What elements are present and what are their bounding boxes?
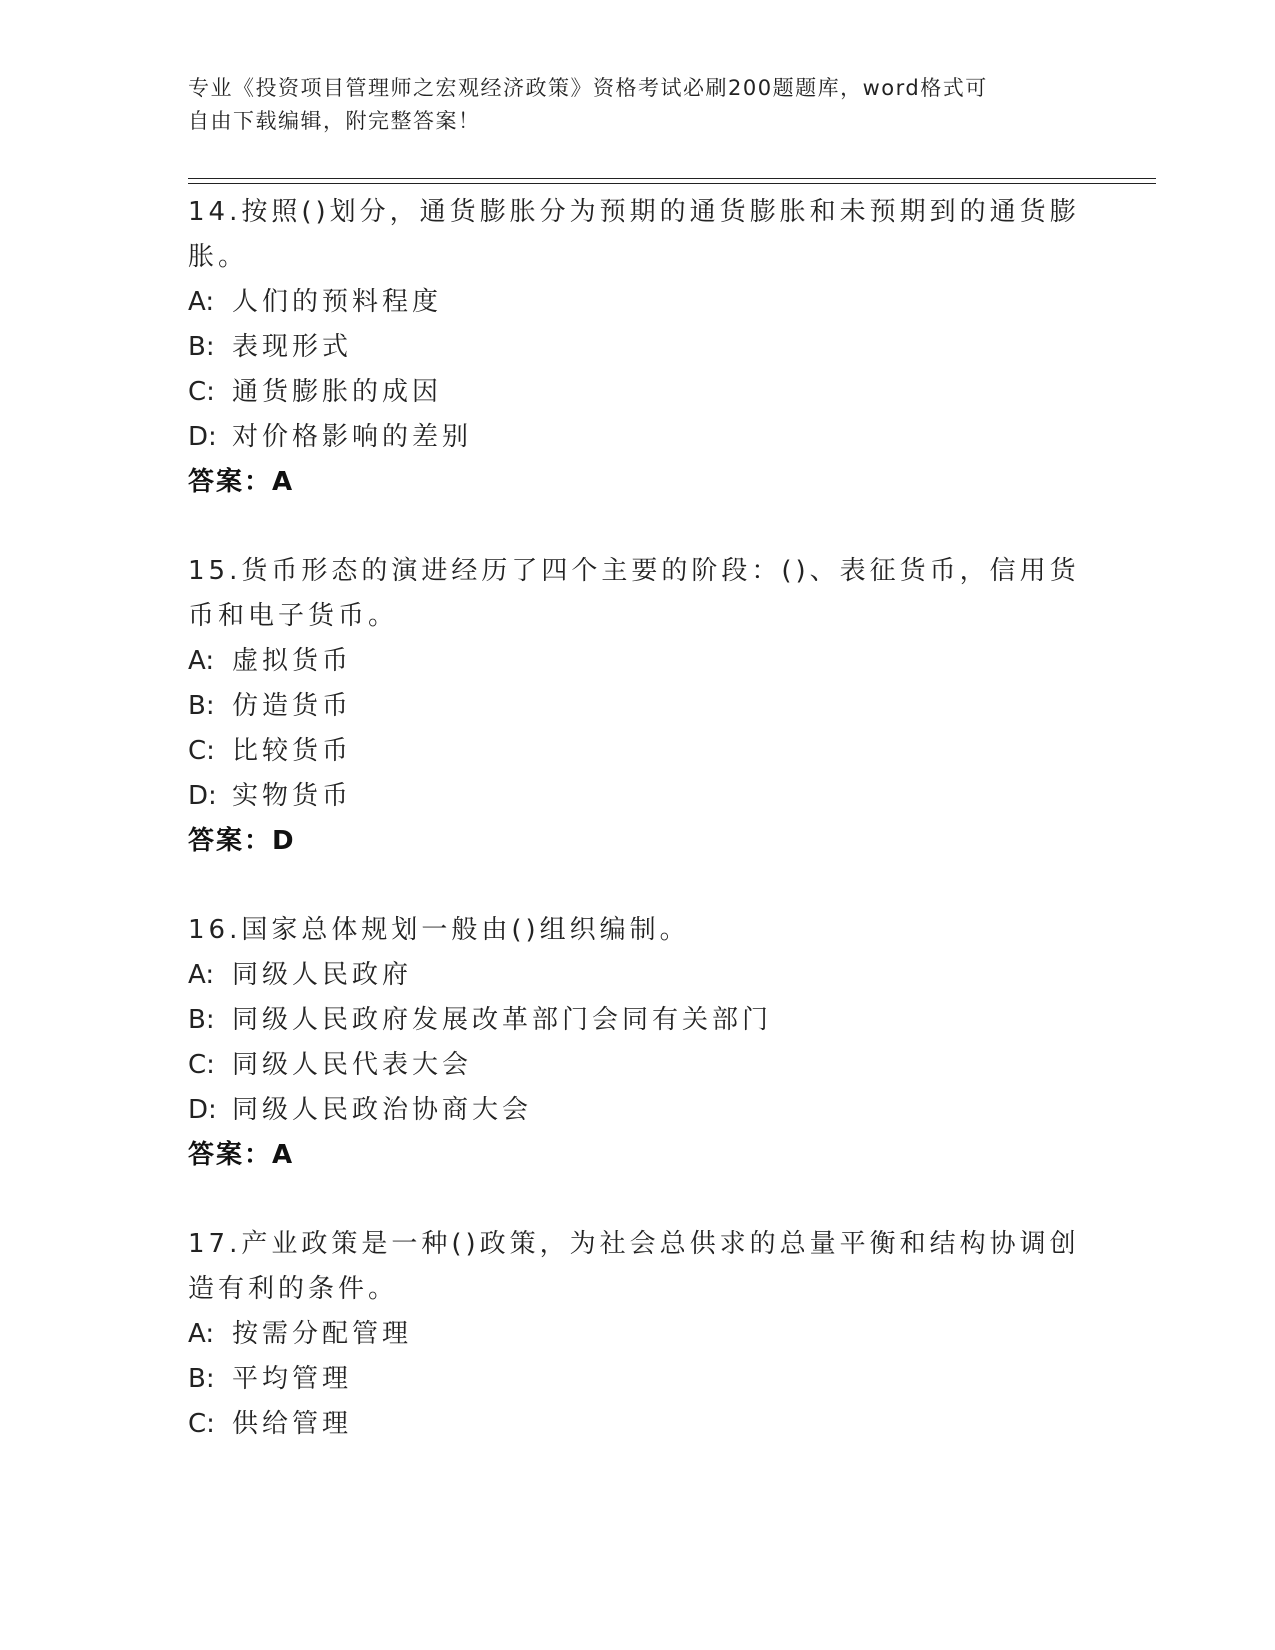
option-text: 同级人民代表大会 (232, 1050, 473, 1080)
header-divider-bottom (188, 183, 1156, 184)
option-text: 对价格影响的差别 (232, 422, 473, 452)
option-letter: A: (188, 646, 215, 676)
option-c (188, 1043, 1088, 1088)
option-c (188, 1402, 1088, 1447)
option-text: 同级人民政府 (232, 960, 413, 990)
option-text: 虚拟货币 (232, 646, 353, 676)
option-text: 平均管理 (232, 1364, 353, 1394)
option-b (188, 325, 1088, 370)
option-letter: B: (188, 1005, 215, 1035)
question-list (188, 190, 1088, 1491)
question-stem: 14.按照()划分，通货膨胀分为预期的通货膨胀和未预期到的通货膨胀。 (188, 197, 1080, 272)
option-b (188, 998, 1088, 1043)
option-d (188, 415, 1088, 460)
header-divider-top (188, 178, 1156, 179)
answer-line: 答案：A (188, 1140, 295, 1170)
question-stem: 16.国家总体规划一般由()组织编制。 (188, 915, 690, 945)
option-b (188, 684, 1088, 729)
option-letter: B: (188, 1364, 215, 1394)
option-c (188, 729, 1088, 774)
option-b (188, 1357, 1088, 1402)
header-line-2: 自由下载编辑，附完整答案！ (188, 109, 481, 133)
question-15 (188, 549, 1088, 864)
option-text: 人们的预料程度 (232, 287, 443, 317)
option-text: 实物货币 (232, 781, 353, 811)
document-header (188, 72, 1068, 138)
question-stem: 17.产业政策是一种()政策，为社会总供求的总量平衡和结构协调创造有利的条件。 (188, 1229, 1080, 1304)
option-letter: A: (188, 960, 215, 990)
option-d (188, 774, 1088, 819)
option-text: 表现形式 (232, 332, 353, 362)
option-a (188, 953, 1088, 998)
option-letter: A: (188, 287, 215, 317)
answer-line: 答案：A (188, 467, 295, 497)
option-letter: C: (188, 377, 215, 407)
option-letter: B: (188, 691, 215, 721)
option-text: 供给管理 (232, 1409, 353, 1439)
option-letter: C: (188, 736, 215, 766)
option-d (188, 1088, 1088, 1133)
option-a (188, 280, 1088, 325)
question-17 (188, 1222, 1088, 1447)
option-text: 同级人民政治协商大会 (232, 1095, 533, 1125)
option-letter: A: (188, 1319, 215, 1349)
header-line-1: 专业《投资项目管理师之宏观经济政策》资格考试必刷200题题库，word格式可 (188, 76, 988, 100)
option-text: 比较货币 (232, 736, 353, 766)
option-a (188, 639, 1088, 684)
option-text: 通货膨胀的成因 (232, 377, 443, 407)
option-letter: D: (188, 422, 217, 452)
option-text: 同级人民政府发展改革部门会同有关部门 (232, 1005, 773, 1035)
option-letter: C: (188, 1050, 215, 1080)
option-letter: D: (188, 1095, 217, 1125)
option-text: 仿造货币 (232, 691, 353, 721)
question-14 (188, 190, 1088, 505)
option-text: 按需分配管理 (232, 1319, 413, 1349)
option-letter: D: (188, 781, 217, 811)
question-stem: 15.货币形态的演进经历了四个主要的阶段：()、表征货币，信用货币和电子货币。 (188, 556, 1080, 631)
option-letter: C: (188, 1409, 215, 1439)
option-letter: B: (188, 332, 215, 362)
question-16 (188, 908, 1088, 1178)
answer-line: 答案：D (188, 826, 296, 856)
option-a (188, 1312, 1088, 1357)
option-c (188, 370, 1088, 415)
